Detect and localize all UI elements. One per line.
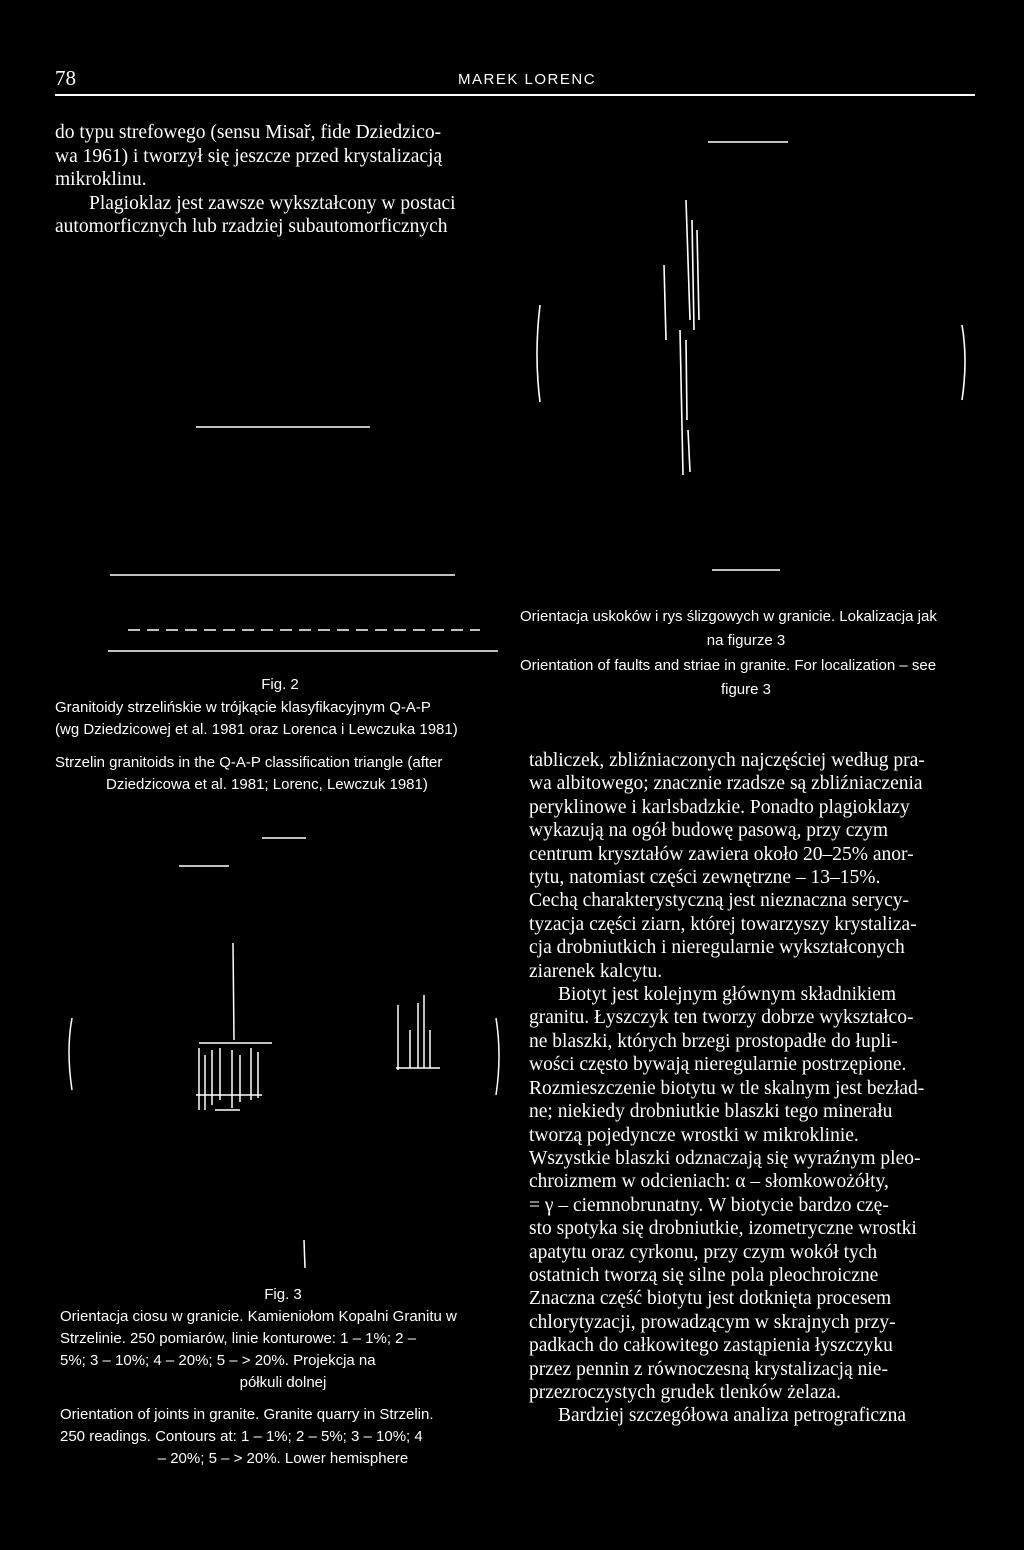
text-line: tworzą pojedyncze wrostki w mikroklinie. (529, 1124, 859, 1146)
fig3-caption (60, 1284, 506, 1470)
text-line: ostatnich tworzą się silne pola pleochroiczne (529, 1264, 879, 1286)
fig2-caption-pl-line: (wg Dziedzicowej et al. 1981 oraz Lorenca i Lewczuka 1981) (55, 721, 458, 738)
fig3-caption-pl-line: 5%; 3 – 10%; 4 – 20%; 5 – > 20%. Projekcja na (60, 1352, 376, 1369)
fig3-arc (69, 1018, 72, 1090)
text-line: wa albitowego; znacznie rzadsze są zbliźniaczenia (529, 773, 923, 795)
text-line: do typu strefowego (sensu Misař, fide Dziedzico- (55, 122, 442, 143)
text-line: padkach do całkowitego zastąpienia łyszczyku (529, 1335, 893, 1357)
fig2-caption-en-line: Strzelin granitoids in the Q-A-P classification triangle (after (55, 754, 443, 771)
fig4-caption-pl-line: Orientacja uskoków i rys ślizgowych w granicie. Lokalizacja jak (520, 608, 937, 625)
text-line: Biotyt jest kolejnym głównym składnikiem (558, 984, 896, 1006)
text-line: ne; niekiedy drobniutkie blaszki tego minerału (529, 1101, 893, 1123)
text-line: przez pennin z równoczesną krystalizacją nie- (529, 1358, 888, 1380)
fig4-line (697, 230, 699, 320)
text-line: sto spotyka się drobniutkie, izometryczne wrostki (529, 1218, 917, 1240)
text-line: Wszystkie blaszki odznaczają się wyraźnym pleo- (529, 1147, 921, 1169)
fig4-line (680, 330, 683, 475)
text-line: ziarenek kalcytu. (529, 960, 663, 982)
text-line: automorficznych lub rzadziej subautomorficznych (55, 216, 448, 237)
text-line: peryklinowe i karlsbadzkie. Ponadto plagioklazy (529, 796, 910, 818)
fig3-label: Fig. 3 (264, 1286, 302, 1303)
fig4-line (664, 265, 666, 340)
fig2-caption-en-line: Dziedzicowa et al. 1981; Lorenc, Lewczuk 1981) (106, 776, 428, 793)
text-line: przezroczystych grudek tlenków żelaza. (529, 1381, 841, 1403)
text-line: Plagioklaz jest zawsze wykształcony w postaci (89, 192, 456, 214)
fig4-arc (537, 305, 540, 402)
text-line: tabliczek, zbliźniaczonych najczęściej według pra- (529, 750, 925, 771)
text-line: Bardziej szczegółowa analiza petrograficzna (558, 1405, 907, 1427)
fig3-caption-en-line: – 20%; 5 – > 20%. Lower hemisphere (157, 1450, 409, 1467)
text-line: wa 1961) i tworzył się jeszcze przed krystalizacją (55, 145, 443, 167)
fig2-label: Fig. 2 (261, 676, 299, 693)
text-line: Rozmieszczenie biotytu w tle skalnym jest bezład- (529, 1077, 925, 1099)
right-column-text (529, 749, 977, 1428)
fig4-caption (520, 606, 972, 701)
fig2-caption (55, 674, 505, 796)
fig2-caption-pl-line: Granitoidy strzelińskie w trójkącie klasyfikacyjnym Q-A-P (55, 699, 431, 716)
text-line: cja drobniutkich i nieregularnie wykształconych (529, 937, 905, 959)
text-line: granitu. Łyszczyk ten tworzy dobrze wykształco- (529, 1007, 914, 1029)
text-line: centrum kryształów zawiera około 20–25% anor- (529, 843, 914, 865)
text-line: chlorytyzacji, prowadzącym w skrajnych przy- (529, 1311, 896, 1333)
text-line: chroizmem w odcieniach: α – słomkowożółty, (529, 1171, 889, 1193)
fig4-line (686, 200, 690, 320)
fig4-line (686, 340, 687, 420)
fig4-line (688, 430, 690, 472)
text-line: mikroklinu. (55, 169, 147, 190)
fig3-caption-pl-line: Orientacja ciosu w granicie. Kamieniołom Kopalni Granitu w (60, 1308, 457, 1325)
page-number: 78 (55, 66, 76, 90)
fig4-arc (962, 325, 965, 400)
text-line: wości często bywają nieregularnie postrzępione. (529, 1054, 907, 1076)
fig3-arc (496, 1018, 499, 1095)
fig4-line (692, 220, 694, 330)
text-line: = γ – ciemnobrunatny. W biotycie bardzo czę- (529, 1194, 889, 1216)
text-line: wykazują na ogół budowę pasową, przy czym (529, 820, 889, 842)
text-line: tyzacja części ziarn, której towarzyszy krystaliza- (529, 913, 917, 935)
text-line: Cechą charakterystyczną jest nieznaczna serycy- (529, 890, 910, 912)
fig3-caption-pl-line: Strzelinie. 250 pomiarów, linie konturowe: 1 – 1%; 2 – (60, 1330, 417, 1347)
fig3-line (233, 943, 234, 1040)
text-line: Znaczna część biotytu jest dotknięta procesem (529, 1288, 892, 1310)
text-line: ne blaszki, których brzegi prostopadłe do łupli- (529, 1030, 898, 1052)
left-top-paragraph (55, 121, 505, 239)
fig3-caption-pl-line: półkuli dolnej (239, 1374, 327, 1391)
fig4-caption-en-line: Orientation of faults and striae in granite. For localization – see (520, 657, 937, 674)
header-rule (55, 94, 975, 96)
fig3-caption-en-line: 250 readings. Contours at: 1 – 1%; 2 – 5%; 3 – 10%; 4 (60, 1428, 423, 1445)
fig3-caption-en-line: Orientation of joints in granite. Granite quarry in Strzelin. (60, 1406, 434, 1423)
fig3-line (304, 1240, 305, 1268)
running-head: MAREK LORENC (458, 71, 597, 88)
fig4-caption-en-line: figure 3 (720, 681, 772, 698)
text-line: tytu, natomiast części zewnętrzne – 13–15%. (529, 867, 881, 889)
text-line: apatytu oraz cyrkonu, przy czym wokół tych (529, 1241, 878, 1263)
fig4-caption-pl-line: na figurze 3 (706, 632, 786, 649)
